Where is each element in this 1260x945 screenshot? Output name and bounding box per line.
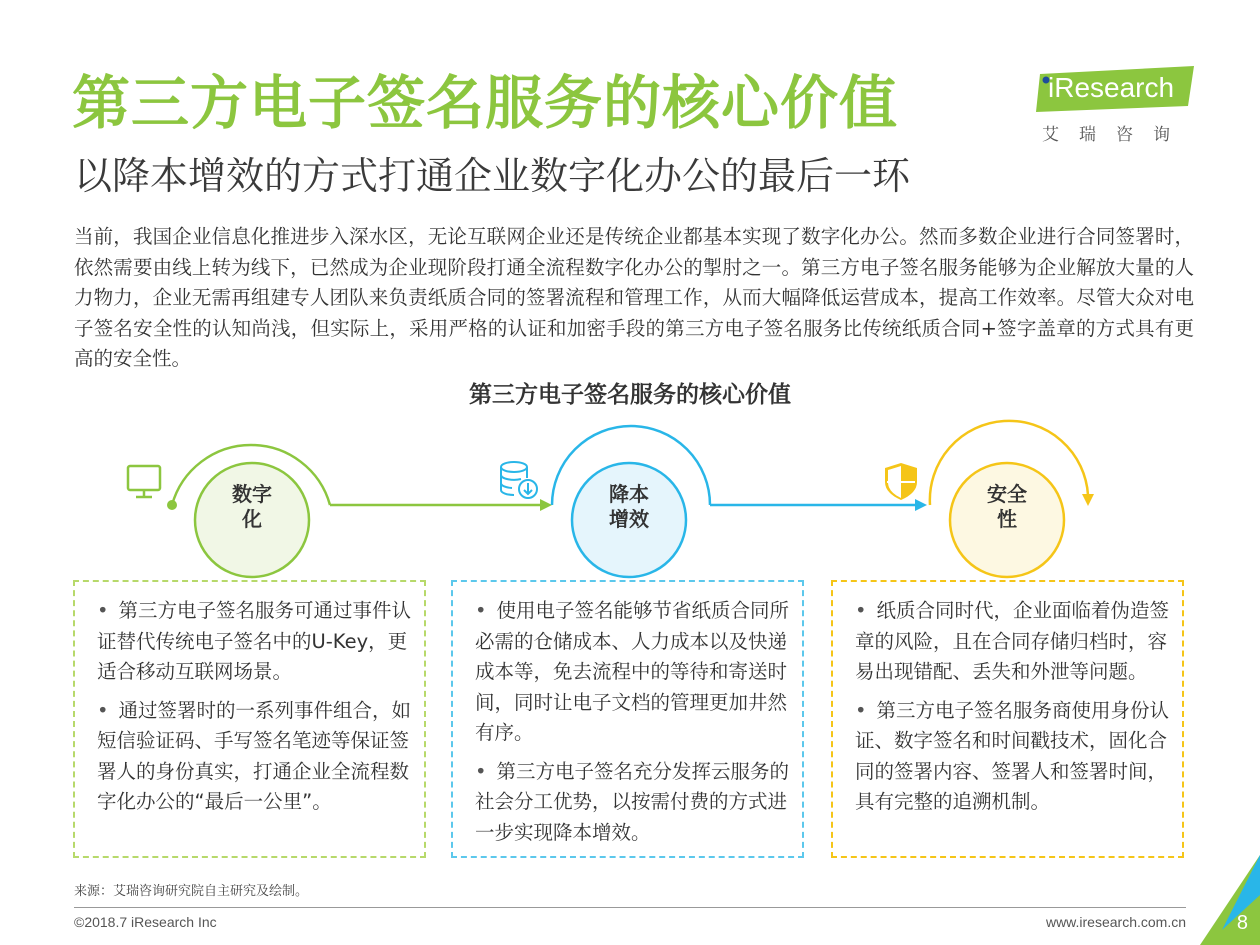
- bullet-text: 第三方电子签名服务商使用身份认证、数字签名和时间戳技术，固化合同的签署内容、签署人和签署时间，具有完整的追溯机制。: [855, 698, 1170, 813]
- cost-detail-box: [451, 580, 804, 858]
- stage-security-label-line2: 性: [997, 507, 1017, 531]
- bullet-text: 纸质合同时代，企业面临着伪造签章的风险，且在合同存储归档时，容易出现错配、丢失和外泄等问题。: [855, 599, 1170, 683]
- list-item: • 第三方电子签名充分发挥云服务的社会分工优势，以按需付费的方式进一步实现降本增效。: [475, 759, 790, 844]
- bullet-text: 使用电子签名能够节省纸质合同所必需的仓储成本、人力成本以及快递成本等，免去流程中的等待和寄送时间，同时让电子文档的管理更加井然有序。: [475, 599, 790, 744]
- monitor-icon: [128, 466, 160, 497]
- stage-digital-label-line1: 数字: [232, 482, 272, 506]
- security-detail-box: [831, 580, 1184, 858]
- list-item: • 第三方电子签名服务商使用身份认证、数字签名和时间戳技术，固化合同的签署内容、签署人和签署时间，具有完整的追溯机制。: [855, 698, 1170, 813]
- shield-icon: [885, 463, 917, 500]
- logo-en-text: iResearch: [1048, 72, 1175, 103]
- corner-decoration: [1200, 855, 1260, 945]
- page-title: 第三方电子签名服务的核心价值: [72, 69, 899, 137]
- database-download-icon: [501, 462, 537, 498]
- bullet-text: 第三方电子签名充分发挥云服务的社会分工优势，以按需付费的方式进一步实现降本增效。: [475, 759, 790, 844]
- bullet-text: 第三方电子签名服务可通过事件认证替代传统电子签名中的U-Key，更适合移动互联网场景。: [97, 599, 412, 683]
- source-note: 来源：艾瑞咨询研究院自主研究及绘制。: [74, 884, 309, 899]
- stage-digital-label-line2: 化: [242, 507, 262, 531]
- iresearch-logo: [1036, 62, 1200, 146]
- page-number: 8: [1236, 912, 1248, 934]
- footer-divider: [74, 907, 1186, 908]
- intro-paragraph: 当前，我国企业信息化推进步入深水区，无论互联网企业还是传统企业都基本实现了数字化办公。然而多数企业进行合同签署时，依然需要由线上转为线下，已然成为企业现阶段打通全流程数字化办公的掣肘之一。第三方电子签名服务能够为企业解放大量的人力物力，企业无需再组建专人团队来负责纸质合同的签署流程和管理工作，从而大幅降低运营成本，提高工作效率。尽管大众对电子签名安全性的认知尚浅，但实际上，采用严格的认证和加密手段的第三方电子签名服务比传统纸质合同+签字盖章的方式具有更高的安全性。: [74, 225, 1194, 370]
- page-subtitle: 以降本增效的方式打通企业数字化办公的最后一环: [74, 154, 911, 198]
- bullet-text: 通过签署时的一系列事件组合，如短信验证码、手写签名笔迹等保证签署人的身份真实，打通企业全流程数字化办公的“最后一公里”。: [97, 698, 412, 813]
- stage-cost-label-line2: 增效: [609, 507, 649, 531]
- stage-cost-label-line1: 降本: [609, 482, 649, 506]
- diagram-title: 第三方电子签名服务的核心价值: [469, 382, 791, 408]
- list-item: • 使用电子签名能够节省纸质合同所必需的仓储成本、人力成本以及快递成本等，免去流程中的等待和寄送时间，同时让电子文档的管理更加井然有序。: [475, 599, 790, 744]
- stage-security-label: [947, 482, 1067, 532]
- stage-cost-label: [569, 482, 689, 532]
- list-item: • 纸质合同时代，企业面临着伪造签章的风险，且在合同存储归档时，容易出现错配、丢失和外泄等问题。: [855, 599, 1170, 683]
- list-item: • 第三方电子签名服务可通过事件认证替代传统电子签名中的U-Key，更适合移动互联网场景。: [97, 599, 412, 683]
- copyright-text: ©2018.7 iResearch Inc: [74, 914, 217, 930]
- stage-digital-label: [192, 482, 312, 532]
- stage-security-label-line1: 安全: [987, 482, 1027, 506]
- digital-detail-box: [73, 580, 426, 858]
- list-item: • 通过签署时的一系列事件组合，如短信验证码、手写签名笔迹等保证签署人的身份真实，打通企业全流程数字化办公的“最后一公里”。: [97, 698, 412, 813]
- logo-cn-text: 艾瑞咨询: [1042, 125, 1190, 145]
- website-link[interactable]: www.iresearch.com.cn: [1045, 914, 1186, 930]
